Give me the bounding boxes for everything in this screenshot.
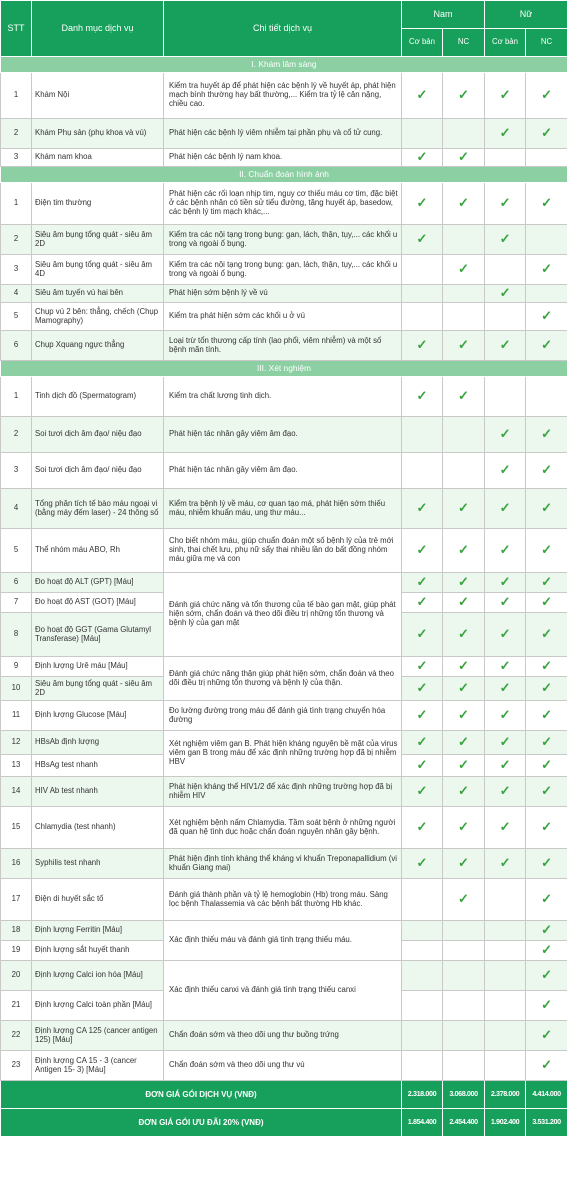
check-icon: ✓	[526, 119, 567, 149]
row-stt: 22	[1, 1021, 32, 1051]
check-icon: ✓	[485, 807, 526, 849]
service-detail: Xác định thiếu máu và đánh giá tình trạng thiếu máu.	[164, 921, 402, 961]
check-icon: ✓	[443, 731, 485, 755]
check-icon: ✓	[402, 73, 443, 119]
row-stt: 1	[1, 183, 32, 225]
service-name: Siêu âm tuyến vú hai bên	[32, 285, 164, 303]
service-name: Đo hoạt độ GGT (Gama Glutamyl Transferase) [Máu]	[32, 613, 164, 657]
service-detail: Kiểm tra bệnh lý về máu, cơ quan tạo má, phát hiện sớm thiếu máu, nhiễm khuẩn máu, ung thư máu...	[164, 489, 402, 529]
row-stt: 10	[1, 677, 32, 701]
service-detail: Chẩn đoán sớm và theo dõi ung thư buồng trứng	[164, 1021, 402, 1051]
row-stt: 8	[1, 613, 32, 657]
row-stt: 18	[1, 921, 32, 941]
check-icon: ✓	[485, 285, 526, 303]
check-icon: ✓	[402, 377, 443, 417]
price-value: 4.414.000	[526, 1081, 567, 1109]
header-nu-nc: NC	[526, 29, 567, 57]
price-label-standard: ĐƠN GIÁ GÓI DỊCH VỤ (VNĐ)	[1, 1081, 402, 1109]
row-stt: 17	[1, 879, 32, 921]
service-name: Định lượng Calci ion hóa [Máu]	[32, 961, 164, 991]
check-icon: ✓	[443, 489, 485, 529]
service-name: Khám Phụ sản (phụ khoa và vú)	[32, 119, 164, 149]
check-icon: ✓	[443, 377, 485, 417]
check-icon: ✓	[485, 331, 526, 361]
row-stt: 23	[1, 1051, 32, 1081]
service-name: Định lượng Ferritin [Máu]	[32, 921, 164, 941]
section-title-2: II. Chuẩn đoán hình ảnh	[1, 167, 567, 183]
service-name: Đo hoạt độ AST (GOT) [Máu]	[32, 593, 164, 613]
check-icon: ✓	[402, 777, 443, 807]
check-icon: ✓	[443, 701, 485, 731]
check-icon: ✓	[526, 755, 567, 777]
check-icon: ✓	[485, 755, 526, 777]
service-detail: Phát hiện các rối loạn nhịp tim, nguy cơ thiếu máu cơ tim, đặc biệt ở các bệnh nhân có tiền sử tiểu đường, tăng huyết áp, basedow, các bệnh lý tim mạch khác,...	[164, 183, 402, 225]
check-icon: ✓	[485, 677, 526, 701]
check-icon: ✓	[485, 225, 526, 255]
service-name: Siêu âm bụng tổng quát - siêu âm 2D	[32, 677, 164, 701]
price-value: 2.378.000	[485, 1081, 526, 1109]
check-icon: ✓	[526, 731, 567, 755]
check-icon: ✓	[526, 701, 567, 731]
check-icon: ✓	[402, 529, 443, 573]
service-detail: Đánh giá thành phần và tỷ lệ hemoglobin (Hb) trong máu. Sàng lọc bệnh Thalassemia và các bệnh bất thường Hb khác.	[164, 879, 402, 921]
row-stt: 14	[1, 777, 32, 807]
service-name: HBsAg test nhanh	[32, 755, 164, 777]
service-name: Định lượng sắt huyết thanh	[32, 941, 164, 961]
check-icon: ✓	[526, 573, 567, 593]
row-stt: 7	[1, 593, 32, 613]
service-name: Định lượng Urê máu [Máu]	[32, 657, 164, 677]
check-icon: ✓	[443, 613, 485, 657]
price-value: 1.854.400	[402, 1109, 443, 1137]
check-icon: ✓	[402, 807, 443, 849]
service-name: Định lượng CA 15 - 3 (cancer Antigen 15- 3) [Máu]	[32, 1051, 164, 1081]
check-icon: ✓	[526, 303, 567, 331]
check-icon: ✓	[402, 755, 443, 777]
header-stt: STT	[1, 1, 32, 57]
row-stt: 16	[1, 849, 32, 879]
header-nu-basic: Cơ bản	[485, 29, 526, 57]
check-icon: ✓	[443, 573, 485, 593]
service-name: Khám Nội	[32, 73, 164, 119]
service-name: Định lượng CA 125 (cancer antigen 125) [Máu]	[32, 1021, 164, 1051]
section-title-3: III. Xét nghiệm	[1, 361, 567, 377]
row-stt: 1	[1, 377, 32, 417]
check-icon: ✓	[402, 849, 443, 879]
check-icon: ✓	[402, 593, 443, 613]
service-detail: Phát hiện các bệnh lý viêm nhiễm tại phần phụ và cổ tử cung.	[164, 119, 402, 149]
check-icon: ✓	[526, 183, 567, 225]
check-icon: ✓	[443, 183, 485, 225]
row-stt: 12	[1, 731, 32, 755]
service-detail: Kiểm tra các nội tạng trong bụng: gan, lách, thận, tụy,... các khối u trong và ngoài ổ bụng.	[164, 255, 402, 285]
check-icon: ✓	[526, 593, 567, 613]
service-name: Khám nam khoa	[32, 149, 164, 167]
service-name: Siêu âm bụng tổng quát - siêu âm 4D	[32, 255, 164, 285]
row-stt: 6	[1, 573, 32, 593]
check-icon: ✓	[402, 677, 443, 701]
check-icon: ✓	[526, 1021, 567, 1051]
check-icon: ✓	[443, 657, 485, 677]
check-icon: ✓	[402, 225, 443, 255]
service-name: Tổng phân tích tế bào máu ngoại vi (bằng máy đếm laser) - 24 thông số	[32, 489, 164, 529]
check-icon: ✓	[402, 701, 443, 731]
check-icon: ✓	[526, 991, 567, 1021]
check-icon: ✓	[526, 417, 567, 453]
service-name: Soi tươi dịch âm đạo/ niệu đạo	[32, 417, 164, 453]
service-name: Điện di huyết sắc tố	[32, 879, 164, 921]
service-detail: Phát hiện các bệnh lý nam khoa.	[164, 149, 402, 167]
check-icon: ✓	[443, 149, 485, 167]
check-icon: ✓	[526, 73, 567, 119]
service-detail: Xác định thiếu canxi và đánh giá tình trạng thiếu canxi	[164, 961, 402, 1021]
service-name: Soi tươi dịch âm đạo/ niệu đạo	[32, 453, 164, 489]
row-stt: 6	[1, 331, 32, 361]
check-icon: ✓	[526, 529, 567, 573]
check-icon: ✓	[485, 777, 526, 807]
check-icon: ✓	[402, 731, 443, 755]
row-stt: 5	[1, 529, 32, 573]
price-value: 3.068.000	[443, 1081, 485, 1109]
header-nam-basic: Cơ bản	[402, 29, 443, 57]
price-label-discount: ĐƠN GIÁ GÓI ƯU ĐÃI 20% (VNĐ)	[1, 1109, 402, 1137]
section-title-1: I. Khám lâm sàng	[1, 57, 567, 73]
price-value: 2.318.000	[402, 1081, 443, 1109]
check-icon: ✓	[485, 701, 526, 731]
service-detail: Đánh giá chức năng và tổn thương của tế bào gan mật, giúp phát hiện sớm, chẩn đoán và theo dõi điều trị những tổn thương và bệnh lý của gan mật	[164, 573, 402, 657]
check-icon: ✓	[443, 807, 485, 849]
check-icon: ✓	[526, 807, 567, 849]
service-name: Đo hoạt độ ALT (GPT) [Máu]	[32, 573, 164, 593]
check-icon: ✓	[526, 657, 567, 677]
row-stt: 3	[1, 149, 32, 167]
check-icon: ✓	[485, 73, 526, 119]
check-icon: ✓	[485, 453, 526, 489]
check-icon: ✓	[402, 657, 443, 677]
service-name: HIV Ab test nhanh	[32, 777, 164, 807]
check-icon: ✓	[526, 879, 567, 921]
check-icon: ✓	[526, 255, 567, 285]
service-detail: Đánh giá chức năng thận giúp phát hiện sớm, chẩn đoán và theo dõi điều trị những tổn thương và bệnh lý của thận.	[164, 657, 402, 701]
price-value: 2.454.400	[443, 1109, 485, 1137]
row-stt: 4	[1, 489, 32, 529]
header-nam: Nam	[402, 1, 485, 29]
row-stt: 1	[1, 73, 32, 119]
service-detail: Phát hiện tác nhân gây viêm âm đạo.	[164, 417, 402, 453]
service-detail: Phát hiện tác nhân gây viêm âm đạo.	[164, 453, 402, 489]
price-value: 1.902.400	[485, 1109, 526, 1137]
check-icon: ✓	[443, 755, 485, 777]
check-icon: ✓	[526, 453, 567, 489]
check-icon: ✓	[402, 613, 443, 657]
service-name: Syphilis test nhanh	[32, 849, 164, 879]
service-detail: Xét nghiệm bệnh nấm Chlamydia. Tầm soát bệnh ở những người đã quan hệ tình dục hoặc chẩn đoán nguyên nhân gây bệnh.	[164, 807, 402, 849]
row-stt: 3	[1, 255, 32, 285]
check-icon: ✓	[485, 657, 526, 677]
service-detail: Phát hiện định tính kháng thể kháng vi khuẩn Treponapallidium (vi khuẩn Giang mai)	[164, 849, 402, 879]
check-icon: ✓	[443, 529, 485, 573]
check-icon: ✓	[443, 255, 485, 285]
check-icon: ✓	[402, 489, 443, 529]
service-name: Điện tim thường	[32, 183, 164, 225]
check-icon: ✓	[485, 489, 526, 529]
service-detail: Loại trừ tổn thương cấp tính (lao phổi, viêm nhiễm) và một số bệnh mãn tính.	[164, 331, 402, 361]
check-icon: ✓	[485, 731, 526, 755]
row-stt: 5	[1, 303, 32, 331]
row-stt: 4	[1, 285, 32, 303]
check-icon: ✓	[526, 777, 567, 807]
row-stt: 9	[1, 657, 32, 677]
check-icon: ✓	[443, 879, 485, 921]
service-detail: Kiểm tra huyết áp để phát hiện các bệnh lý về huyết áp, phát hiện mạch bình thường hay bất thường,... Kiểm tra tỷ lệ cân nặng, chiều cao.	[164, 73, 402, 119]
check-icon: ✓	[402, 573, 443, 593]
service-detail: Phát hiện kháng thể HIV1/2 để xác định những trường hợp đã bị nhiễm HIV	[164, 777, 402, 807]
service-name: Định lượng Glucose [Máu]	[32, 701, 164, 731]
header-nam-nc: NC	[443, 29, 485, 57]
row-stt: 11	[1, 701, 32, 731]
service-detail: Kiểm tra phát hiện sớm các khối u ở vú	[164, 303, 402, 331]
check-icon: ✓	[485, 417, 526, 453]
check-icon: ✓	[443, 593, 485, 613]
service-detail: Đo lường đường trong máu để đánh giá tình trạng chuyển hóa đường	[164, 701, 402, 731]
service-detail: Cho biết nhóm máu, giúp chuẩn đoán một số bệnh lý của trẻ mới sinh, thai chết lưu, phụ nữ sẩy thai nhiều lần do bất đồng nhóm máu giữa mẹ và con	[164, 529, 402, 573]
check-icon: ✓	[485, 573, 526, 593]
row-stt: 15	[1, 807, 32, 849]
check-icon: ✓	[485, 529, 526, 573]
header-category: Danh mục dịch vụ	[32, 1, 164, 57]
check-icon: ✓	[526, 921, 567, 941]
row-stt: 2	[1, 119, 32, 149]
check-icon: ✓	[485, 849, 526, 879]
price-value: 3.531.200	[526, 1109, 567, 1137]
check-icon: ✓	[443, 331, 485, 361]
row-stt: 2	[1, 417, 32, 453]
service-name: Chụp Xquang ngực thẳng	[32, 331, 164, 361]
check-icon: ✓	[526, 849, 567, 879]
header-detail: Chi tiết dịch vụ	[164, 1, 402, 57]
check-icon: ✓	[402, 149, 443, 167]
service-name: Thể nhóm máu ABO, Rh	[32, 529, 164, 573]
service-detail: Phát hiện sớm bệnh lý về vú	[164, 285, 402, 303]
check-icon: ✓	[443, 677, 485, 701]
service-name: Tinh dịch đồ (Spermatogram)	[32, 377, 164, 417]
check-icon: ✓	[443, 849, 485, 879]
check-icon: ✓	[485, 183, 526, 225]
service-name: HBsAb định lượng	[32, 731, 164, 755]
check-icon: ✓	[443, 777, 485, 807]
service-name: Định lượng Calci toàn phần [Máu]	[32, 991, 164, 1021]
check-icon: ✓	[526, 489, 567, 529]
header-nu: Nữ	[485, 1, 567, 29]
check-icon: ✓	[402, 183, 443, 225]
service-name: Chlamydia (test nhanh)	[32, 807, 164, 849]
row-stt: 3	[1, 453, 32, 489]
row-stt: 19	[1, 941, 32, 961]
service-detail: Chẩn đoán sớm và theo dõi ung thư vú	[164, 1051, 402, 1081]
service-detail: Kiểm tra các nội tạng trong bụng: gan, lách, thận, tụy,... các khối u trong và ngoài ổ bụng.	[164, 225, 402, 255]
check-icon: ✓	[485, 593, 526, 613]
check-icon: ✓	[526, 1051, 567, 1081]
row-stt: 20	[1, 961, 32, 991]
row-stt: 13	[1, 755, 32, 777]
check-icon: ✓	[526, 961, 567, 991]
check-icon: ✓	[485, 119, 526, 149]
row-stt: 2	[1, 225, 32, 255]
service-detail: Kiểm tra chất lượng tinh dịch.	[164, 377, 402, 417]
check-icon: ✓	[526, 941, 567, 961]
check-icon: ✓	[485, 613, 526, 657]
service-detail: Xét nghiệm viêm gan B. Phát hiện kháng nguyên bề mặt của virus viêm gan B trong máu để xác định những trường hợp đã bị nhiễm HBV	[164, 731, 402, 777]
check-icon: ✓	[526, 677, 567, 701]
check-icon: ✓	[402, 331, 443, 361]
check-icon: ✓	[526, 613, 567, 657]
row-stt: 21	[1, 991, 32, 1021]
check-icon: ✓	[443, 73, 485, 119]
service-name: Chụp vú 2 bên: thẳng, chếch (Chụp Mamography)	[32, 303, 164, 331]
check-icon: ✓	[526, 331, 567, 361]
service-name: Siêu âm bụng tổng quát - siêu âm 2D	[32, 225, 164, 255]
